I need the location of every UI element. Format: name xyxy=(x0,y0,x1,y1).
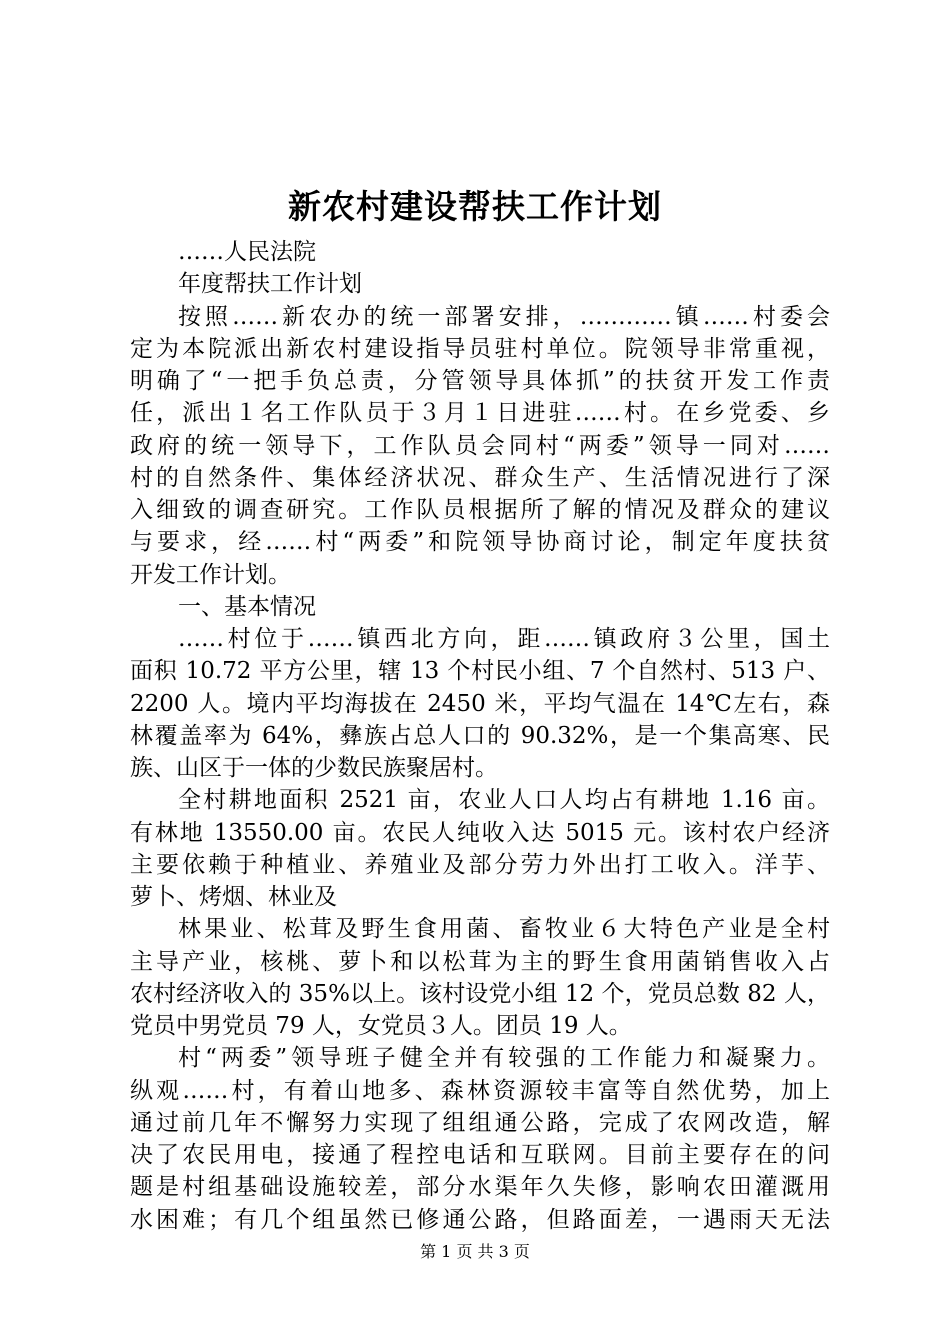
text-line: 年度帮扶工作计划 xyxy=(178,271,362,298)
text-line: 明确了“一把手负总责，分管领导具体抓”的扶贫开发工作责 xyxy=(130,368,830,394)
text-line: 主要依赖于种植业、养殖业及部分劳力外出打工收入。洋芋、 xyxy=(130,851,830,878)
text-line: 通过前几年不懈努力实现了组组通公路，完成了农网改造，解 xyxy=(130,1109,830,1136)
text-line: 题是村组基础设施较差，部分水渠年久失修，影响农田灌溉用 xyxy=(130,1174,830,1201)
text-line: 林果业、松茸及野生食用菌、畜牧业６大特色产业是全村 xyxy=(178,916,830,943)
text-line: 定为本院派出新农村建设指导员驻村单位。院领导非常重视， xyxy=(130,335,830,362)
text-line: 纵观……村，有着山地多、森林资源较丰富等自然优势，加上 xyxy=(130,1077,830,1104)
text-line: ……村位于……镇西北方向，距……镇政府３公里，国土 xyxy=(178,626,830,652)
document-title: 新农村建设帮扶工作计划 xyxy=(288,187,662,226)
text-line: 与要求，经……村“两委”和院领导协商讨论，制定年度扶贫 xyxy=(130,529,830,556)
text-line: 萝卜、烤烟、林业及 xyxy=(130,884,337,910)
text-line: 农村经济收入的 35%以上。该村设党小组 12 个，党员总数 82 人， xyxy=(130,980,830,1007)
text-line: 入细致的调查研究。工作队员根据所了解的情况及群众的建议 xyxy=(130,497,830,523)
text-line: 村的自然条件、集体经济状况、群众生产、生活情况进行了深 xyxy=(130,464,830,491)
text-line: 全村耕地面积 2521 亩，农业人口人均占有耕地 1.16 亩。 xyxy=(178,787,830,814)
document-body xyxy=(130,236,830,1236)
text-line: 有林地 13550.00 亩。农民人纯收入达 5015 元。该村农户经济 xyxy=(130,819,830,846)
text-line: 面积 10.72 平方公里，辖 13 个村民小组、7 个自然村、513 户、 xyxy=(130,658,830,685)
text-line: 一、基本情况 xyxy=(178,593,316,620)
text-line: 按照……新农办的统一部署安排，…………镇……村委会 xyxy=(178,303,830,330)
text-line: 任，派出１名工作队员于３月１日进驻……村。在乡党委、乡 xyxy=(130,400,830,427)
text-line: 政府的统一领导下，工作队员会同村“两委”领导一同对…… xyxy=(130,432,830,459)
text-line: 2200 人。境内平均海拔在 2450 米，平均气温在 14℃左右，森 xyxy=(130,690,830,717)
text-line: 村“两委”领导班子健全并有较强的工作能力和凝聚力。 xyxy=(178,1045,830,1072)
text-line: 族、山区于一体的少数民族聚居村。 xyxy=(130,755,498,781)
page-footer: 第 1 页 共 3 页 xyxy=(420,1242,530,1261)
text-line: 林覆盖率为 64%，彝族占总人口的 90.32%，是一个集高寒、民 xyxy=(130,722,830,749)
text-line: ……人民法院 xyxy=(178,239,316,265)
text-line: 党员中男党员 79 人，女党员３人。团员 19 人。 xyxy=(130,1013,632,1039)
text-line: 开发工作计划。 xyxy=(130,561,291,588)
text-line: 决了农民用电，接通了程控电话和互联网。目前主要存在的问 xyxy=(130,1142,830,1168)
text-line: 主导产业，核桃、萝卜和以松茸为主的野生食用菌销售收入占 xyxy=(130,948,830,975)
text-line: 水困难；有几个组虽然已修通公路，但路面差，一遇雨天无法 xyxy=(130,1206,830,1233)
